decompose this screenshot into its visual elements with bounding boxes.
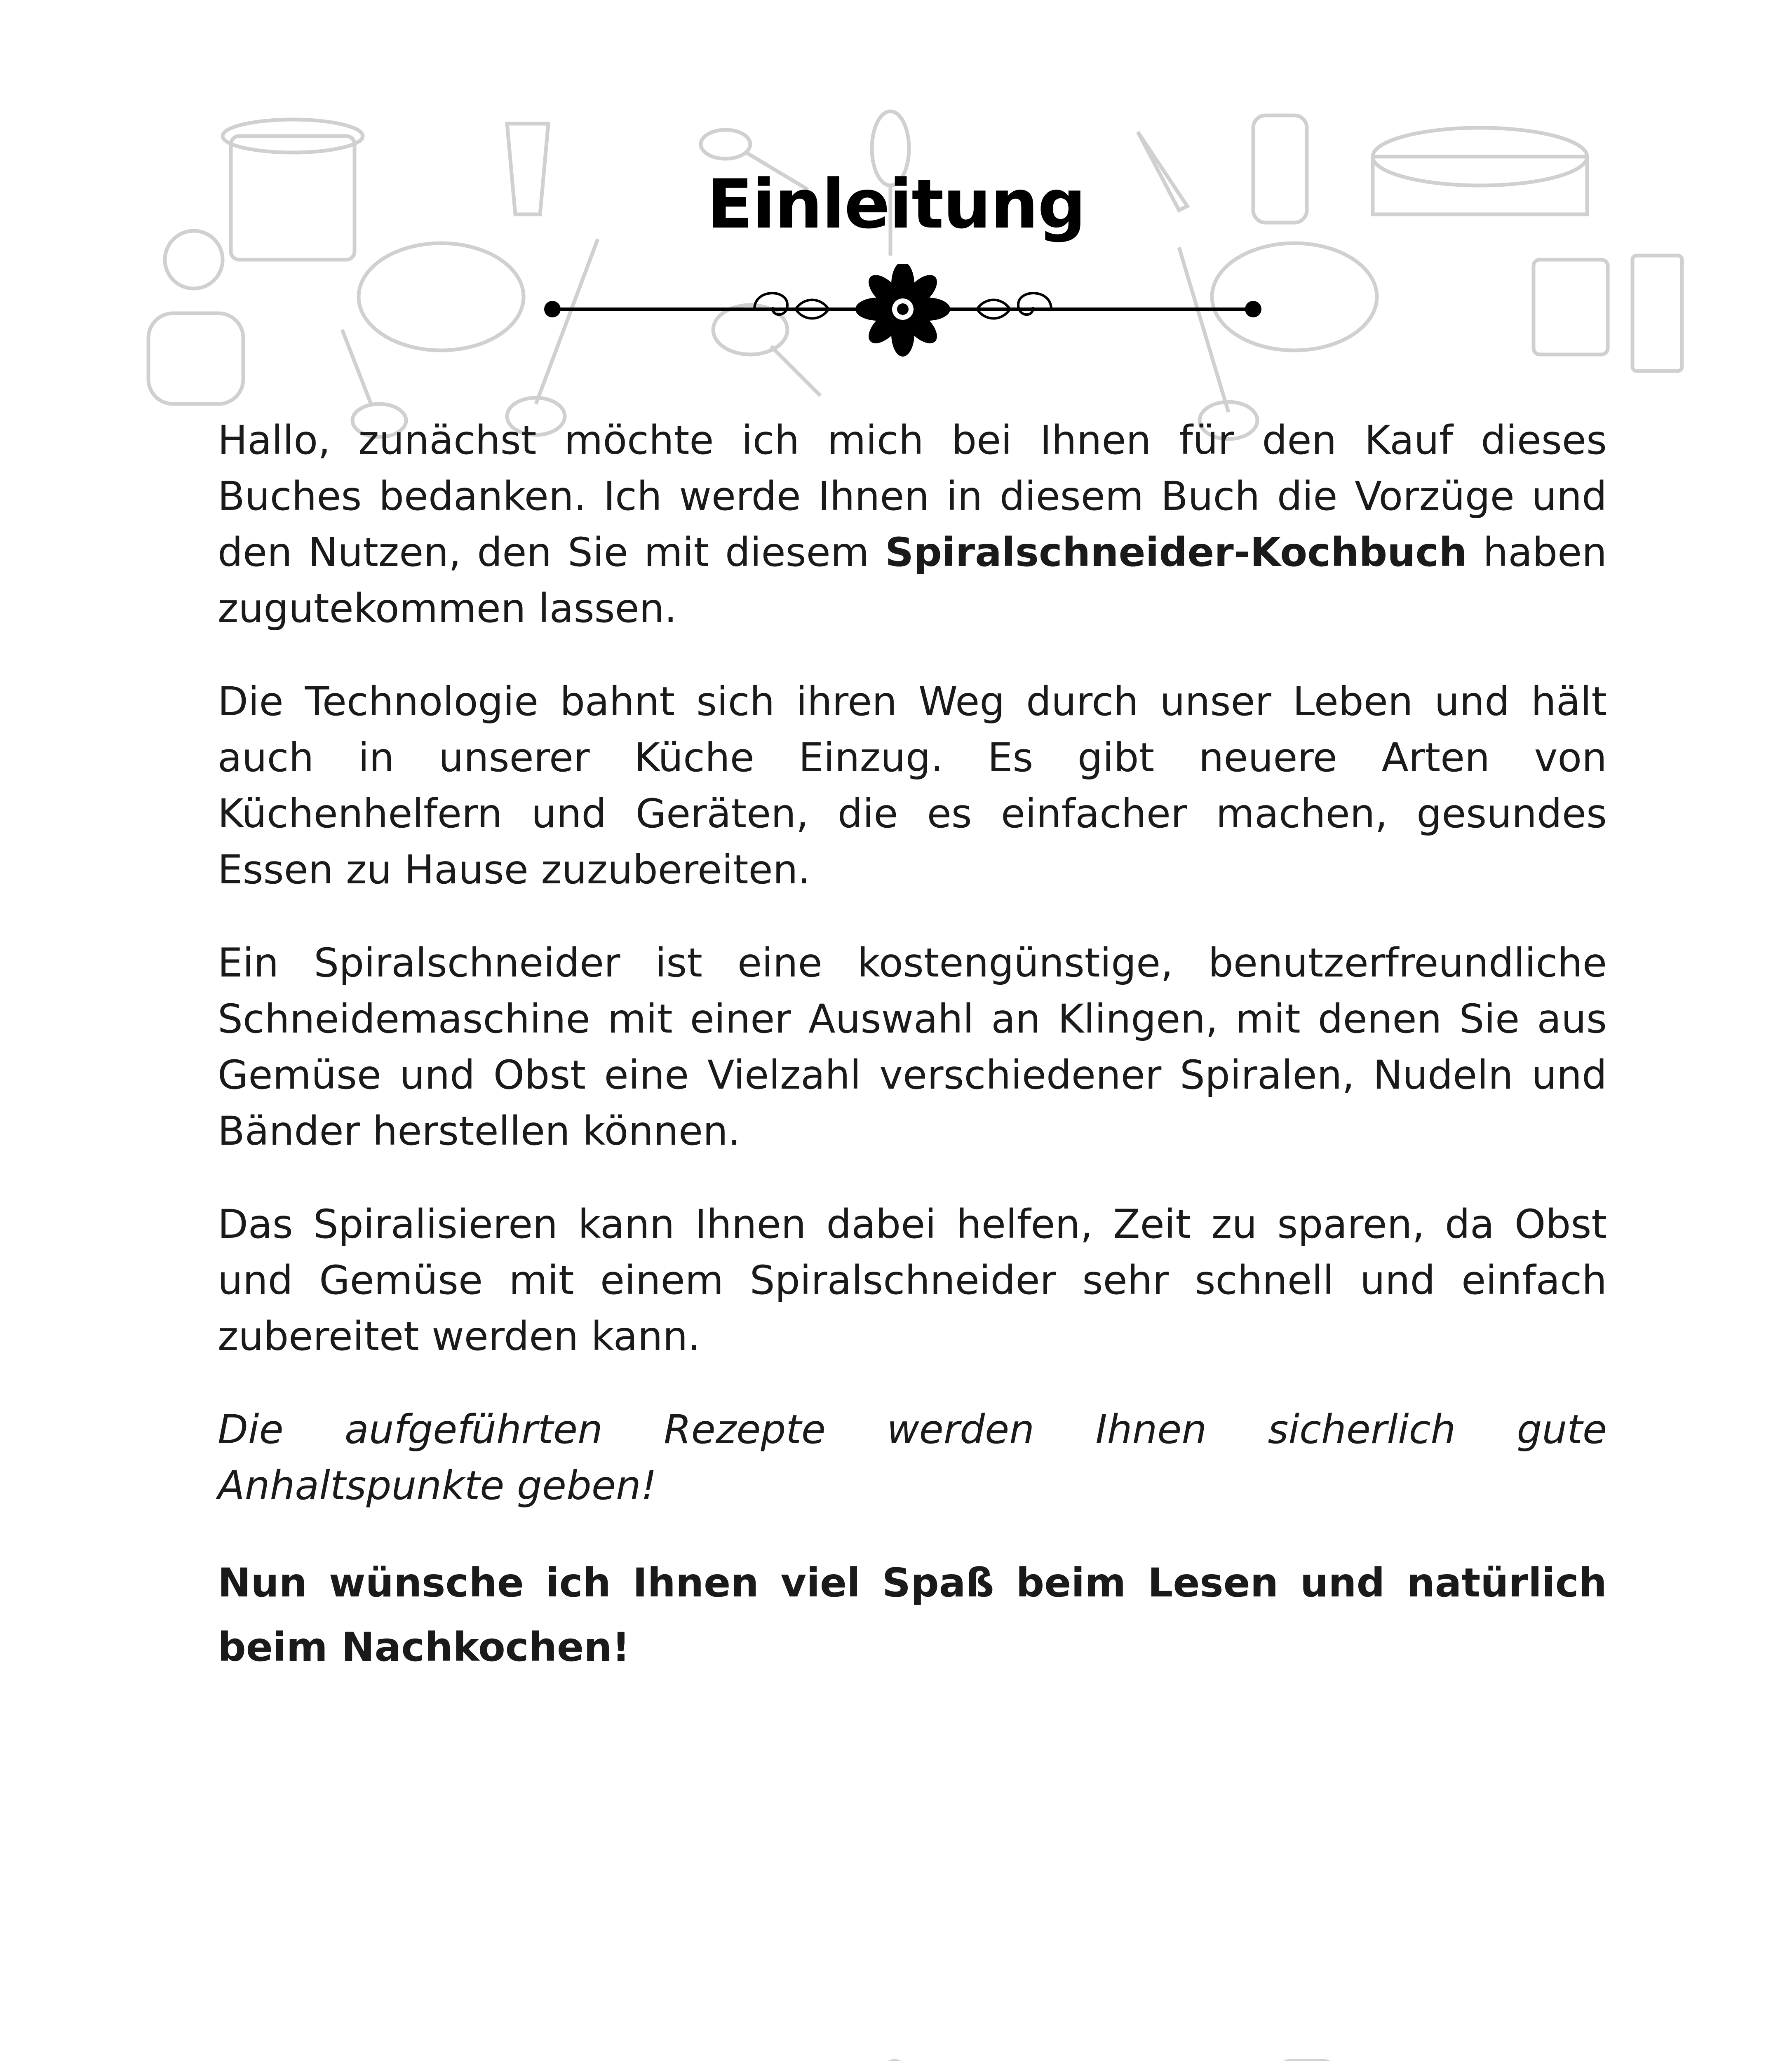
paragraph-recipes-note: Die aufgeführten Rezepte werden Ihnen sicherlich gute Anhaltspunkte geben!	[218, 1406, 1607, 1509]
paragraph-time-saving: Das Spiralisieren kann Ihnen dabei helfen, Zeit zu sparen, da Obst und Gemüse mit einem Spiralschneider sehr schnell und einfach zubereitet werden kann.	[218, 1201, 1607, 1359]
paragraph-spiralizer: Ein Spiralschneider ist eine kostengünstige, benutzerfreundliche Schneidemaschine mit einer Auswahl an Klingen, mit denen Sie aus Gemüse und Obst eine Vielzahl verschiedener Spiralen, Nudeln und Bänder herstellen können.	[218, 940, 1607, 1154]
page-title: Einleitung	[707, 165, 1085, 244]
paragraph-closing: Nun wünsche ich Ihnen viel Spaß beim Lesen und natürlich beim Nachkochen!	[218, 1560, 1607, 1670]
paragraph-technology: Die Technologie bahnt sich ihren Weg durch unser Leben und hält auch in unserer Küche Einzug. Es gibt neuere Arten von Küchenhelfern und Geräten, die es einfacher machen, gesundes Essen zu Hause zuzubereiten.	[218, 678, 1607, 893]
kitchen-doodle-footer-icon	[0, 2020, 1792, 2061]
paragraph-intro: Hallo, zunächst möchte ich mich bei Ihnen für den Kauf dieses Buches bedanken. Ich werde Ihnen in diesem Buch die Vorzüge und den Nutzen, den Sie mit diesem Spiralschneider-Kochbuch haben zugutekommen lassen.	[218, 417, 1607, 631]
book-title-highlight: Spiralschneider-Kochbuch	[885, 529, 1467, 575]
flower-divider-icon	[532, 264, 1274, 359]
document-body	[218, 412, 1607, 1716]
